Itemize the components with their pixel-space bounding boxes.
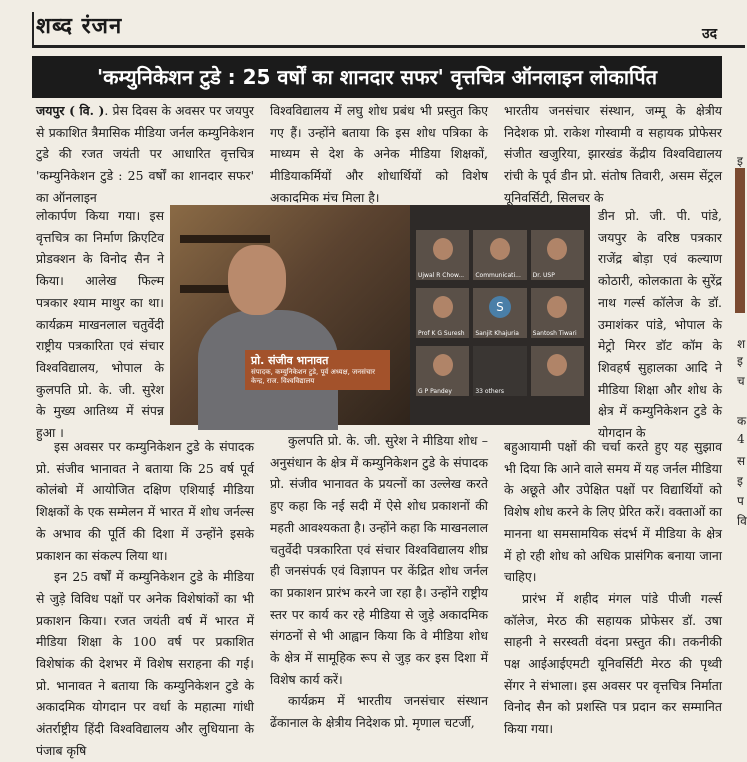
col1-top-text: . प्रेस दिवस के अवसर पर जयपुर से प्रकाशित त्रैमासिक मीडिया जर्नल कम्युनिकेशन टुडे की रजत जयंती पर आधारित वृत्तचित्र 'कम्युनिकेशन टुडे : 25 वर्षों का शानदार सफर' का ऑनलाइन: [36, 103, 254, 205]
video-call-grid: [410, 205, 590, 425]
section-rule: [32, 45, 745, 48]
section-name: शब्द रंजन: [36, 14, 123, 39]
neighbour-text-fragment: क: [737, 414, 747, 428]
participant-name: Communicati...: [475, 272, 521, 279]
neighbour-text-fragment: स: [737, 454, 746, 468]
participant-tile: [531, 230, 584, 280]
neighbour-photo-fragment: [735, 168, 745, 313]
headline: 'कम्युनिकेशन टुडे : 25 वर्षों का शानदार सफर' वृत्तचित्र ऑनलाइन लोकार्पित: [32, 56, 722, 98]
neighbour-text-fragment: 4: [737, 432, 745, 446]
col2-top-text: विश्वविद्यालय में लघु शोध प्रबंध भी प्रस्तुत किए गए हैं। उन्होंने बताया कि इस शोध पत्रिका के माध्यम से देश के अनेक मीडिया शिक्षकों, मीडियाकर्मियों और शोधार्थियों को विशेष अकादमिक मंच मिला है।: [270, 103, 488, 205]
col3-side-text: डीन प्रो. जी. पी. पांडे, जयपुर के वरिष्ठ पत्रकार राजेंद्र बोड़ा एवं कल्याण कोठारी, कोलकाता के सुरेंद्र नाथ गर्ल्स कॉलेज के डॉ. उमाशंकर पांडे, भोपाल के मेट्रो मिरर डॉट कॉम के शिवहर्ष सुहालका आदि ने मीडिया शिक्षा और शोध के क्षेत्र में कम्युनिकेशन टुडे के योगदान के: [598, 208, 722, 441]
neighbour-text-fragment: इ: [737, 154, 743, 168]
participant-face: [433, 296, 453, 318]
participant-face: [433, 238, 453, 260]
speaker-nameplate: [245, 350, 390, 390]
neighbour-text-fragment: च: [737, 374, 745, 388]
column-2-bottom: [270, 430, 488, 736]
column-3-side: [598, 205, 722, 441]
participant-face: [547, 238, 567, 260]
column-3-bottom: [504, 436, 722, 736]
participant-tile: [473, 288, 526, 338]
col1-side-text: लोकार्पण किया गया। इस वृत्तचित्र का निर्माण क्रिएटिव प्रोडक्शन के विनोद सैन ने किया। आलेख फिल्म पत्रकार श्याम माथुर का था। कार्यक्रम माखनलाल चतुर्वेदी राष्ट्रीय पत्रकारिता एवं संचार विश्वविद्यालय, भोपाल के कुलपति प्रो. के. जी. सुरेश के मुख्य आतिथ्य में संपन्न हुआ ।: [36, 208, 164, 441]
neighbour-text-fragment: इ: [737, 354, 743, 368]
masthead: [0, 0, 745, 50]
participant-name: Prof K G Suresh: [418, 330, 465, 337]
participant-name: Sanjit Khajuria: [475, 330, 519, 337]
neighbour-text-fragment: प: [737, 494, 744, 508]
col1-paragraph-3: इन 25 वर्षों में कम्युनिकेशन टुडे के मीडिया से जुड़े विविध पक्षों पर अनेक विशेषांकों का भी प्रकाशन किया। रजत जयंती वर्ष में भारत में मीडिया शिक्षा के 100 वर्ष पर प्रकाशित विशेषांक की देशभर में विशेष सराहना की गई। प्रो. भानावत ने बताया कि कम्युनिकेशन टुडे के अकादमिक योगदान पर वर्धा के महात्मा गांधी अंतर्राष्ट्रीय हिंदी विश्वविद्यालय और लुधियाना के पंजाब कृषि: [36, 569, 254, 758]
neighbour-text-fragment: वि: [737, 514, 747, 528]
column-1-bottom: [36, 436, 254, 758]
col1-paragraph-2: इस अवसर पर कम्युनिकेशन टुडे के संपादक प्रो. संजीव भानावत ने बताया कि 25 वर्ष पूर्व कोलंबो में आयोजित दक्षिण एशियाई मीडिया शिक्षकों के एक सम्मेलन में भारत में शोध जर्नल्स के अभाव की पूर्ति की दिशा में उन्होंने इसके प्रकाशन का संकल्प लिया था।: [36, 439, 254, 563]
byline: जयपुर ( वि. ): [36, 103, 105, 118]
bookshelf: [180, 235, 270, 243]
participant-face: [547, 354, 567, 376]
participant-face: [547, 296, 567, 318]
participant-tile: [473, 230, 526, 280]
article-photo: [170, 205, 590, 425]
participant-tile: [531, 288, 584, 338]
column-2-top: [270, 100, 488, 205]
participant-name: Ujwal R Chow...: [418, 272, 465, 279]
participant-name: G P Pandey: [418, 388, 452, 395]
column-3-top: [504, 100, 722, 205]
col3-paragraph-1: बहुआयामी पक्षों की चर्चा करते हुए यह सुझाव भी दिया कि आने वाले समय में यह जर्नल मीडिया के अछूते और उपेक्षित पक्षों पर विद्यार्थियों को विशेष शोध करने के लिए प्रेरित करें। वक्ताओं का मानना था समसामयिक संदर्भ में मीडिया के क्षेत्र में हो रही शोध को अधिक प्रासंगिक बनाया जाना चाहिए।: [504, 439, 722, 585]
speaker-head: [228, 245, 286, 315]
participant-name: 33 others: [475, 388, 504, 395]
participant-tile: [473, 346, 526, 396]
nameplate-title: संपादक, कम्युनिकेशन टुडे, पूर्व अध्यक्ष, जनसंचार केन्द्र, राज. विश्वविद्यालय: [251, 368, 375, 385]
participant-tile: [531, 346, 584, 396]
neighbour-text-fragment: इ: [737, 474, 743, 488]
participant-name: Dr. USP: [532, 272, 555, 279]
corner-text: उद: [702, 26, 718, 42]
participant-tile: [416, 346, 469, 396]
participant-tile: [416, 288, 469, 338]
participant-tile: [416, 230, 469, 280]
col2-paragraph-1: कुलपति प्रो. के. जी. सुरेश ने मीडिया शोध – अनुसंधान के क्षेत्र में कम्युनिकेशन टुडे के संपादक प्रो. संजीव भानावत के प्रयत्नों का उल्लेख करते हुए कहा कि नई सदी में ऐसे शोध प्रकाशनों की महती आवश्यकता है। उन्होंने कहा कि माखनलाल चतुर्वेदी पत्रकारिता एवं संचार विश्वविद्यालय शीघ्र ही जनसंपर्क एवं विज्ञापन पर केंद्रित शोध जर्नल का प्रकाशन प्रारंभ करने जा रहा है। उन्होंने राष्ट्रीय स्तर पर कार्य कर रहे मीडिया से जुड़े अकादमिक संगठनों से भी आह्वान किया कि वे मीडिया शोध के क्षेत्र में सामूहिक रूप से जुड़ कर इस दिशा में विशेष कार्य करें।: [270, 433, 488, 687]
neighbour-text-fragment: श: [737, 337, 746, 351]
participant-face: [433, 354, 453, 376]
participant-initial: S: [489, 296, 511, 318]
speaker-frame: [170, 205, 410, 425]
section-rule-vertical: [32, 12, 34, 46]
participant-face: [490, 238, 510, 260]
col3-paragraph-2: प्रारंभ में शहीद मंगल पांडे पीजी गर्ल्स कॉलेज, मेरठ की सहायक प्रोफेसर डॉ. उषा साहनी ने सरस्वती वंदना प्रस्तुत की। तकनीकी पक्ष आईआईएमटी यूनिवर्सिटी मेरठ की पृथ्वी सेंगर ने संभाला। इस अवसर पर वृत्तचित्र निर्माता विनोद सैन को प्रशस्ति पत्र प्रदान कर सम्मानित किया गया।: [504, 590, 722, 737]
col3-top-text: भारतीय जनसंचार संस्थान, जम्मू के क्षेत्रीय निदेशक प्रो. राकेश गोस्वामी व सहायक प्रोफेसर संजीत खजुरिया, झारखंड केंद्रीय विश्वविद्यालय रांची के पूर्व डीन प्रो. संतोष तिवारी, असम सेंट्रल यूनिवर्सिटी, सिलचर के: [504, 103, 722, 205]
nameplate-name: प्रो. संजीव भानावत: [251, 354, 329, 367]
participant-name: Santosh Tiwari: [532, 330, 577, 337]
column-1-side: [36, 205, 164, 441]
column-1-top: [36, 100, 254, 205]
col2-paragraph-2: कार्यक्रम में भारतीय जनसंचार संस्थान ढेंकानाल के क्षेत्रीय निदेशक प्रो. मृणाल चटर्जी,: [270, 693, 488, 731]
